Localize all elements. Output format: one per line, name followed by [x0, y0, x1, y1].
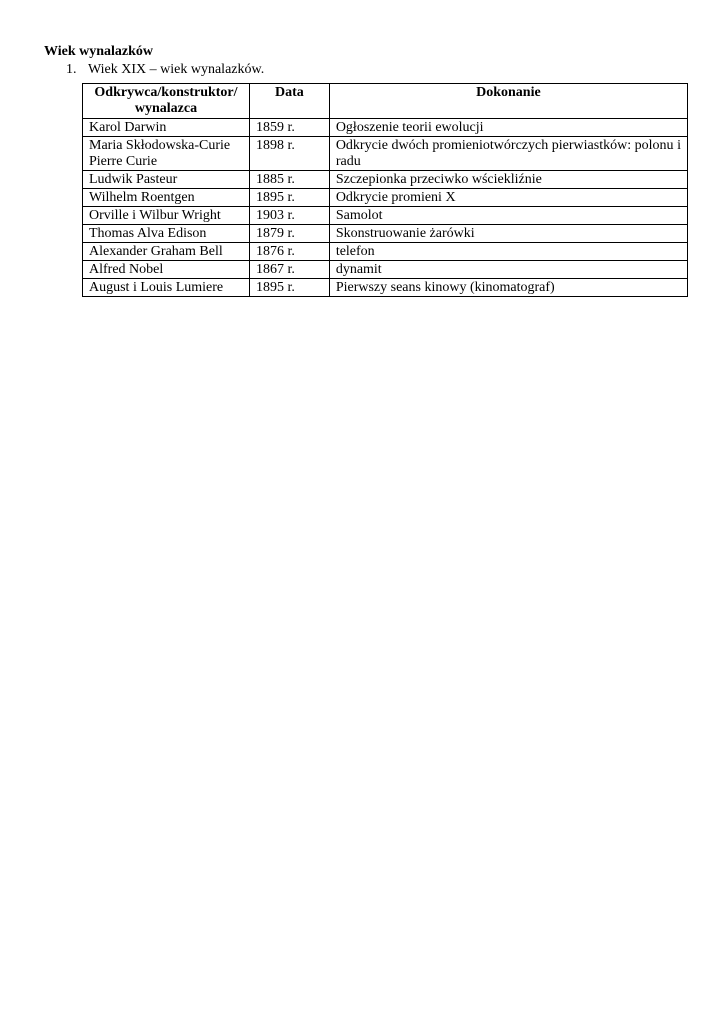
- cell-date: 1876 r.: [249, 243, 329, 261]
- cell-achievement: Pierwszy seans kinowy (kinomatograf): [329, 279, 687, 297]
- cell-inventor: Thomas Alva Edison: [83, 225, 250, 243]
- table-row: [83, 171, 688, 189]
- numbered-list-item: [66, 62, 264, 78]
- inventions-table: [82, 83, 688, 297]
- cell-date: 1898 r.: [249, 137, 329, 171]
- table-header-row: [83, 84, 688, 119]
- cell-date: 1859 r.: [249, 119, 329, 137]
- cell-inventor: Orville i Wilbur Wright: [83, 207, 250, 225]
- list-number: 1.: [66, 62, 77, 77]
- cell-inventor: Karol Darwin: [83, 119, 250, 137]
- table-row: [83, 119, 688, 137]
- cell-achievement: Ogłoszenie teorii ewolucji: [329, 119, 687, 137]
- table-row: [83, 189, 688, 207]
- cell-date: 1895 r.: [249, 279, 329, 297]
- cell-inventor: Wilhelm Roentgen: [83, 189, 250, 207]
- cell-inventor: Ludwik Pasteur: [83, 171, 250, 189]
- cell-date: 1879 r.: [249, 225, 329, 243]
- cell-achievement: Skonstruowanie żarówki: [329, 225, 687, 243]
- cell-date: 1867 r.: [249, 261, 329, 279]
- table-row: [83, 279, 688, 297]
- cell-inventor: August i Louis Lumiere: [83, 279, 250, 297]
- cell-inventor: Alexander Graham Bell: [83, 243, 250, 261]
- cell-date: 1895 r.: [249, 189, 329, 207]
- table-row: [83, 137, 688, 171]
- cell-achievement: Odkrycie promieni X: [329, 189, 687, 207]
- cell-inventor: Alfred Nobel: [83, 261, 250, 279]
- cell-inventor: Maria Skłodowska-Curie Pierre Curie: [83, 137, 250, 171]
- document-title: Wiek wynalazków: [44, 44, 154, 59]
- column-header-date: Data: [249, 84, 329, 119]
- cell-achievement: telefon: [329, 243, 687, 261]
- cell-achievement: dynamit: [329, 261, 687, 279]
- cell-achievement: Szczepionka przeciwko wściekliźnie: [329, 171, 687, 189]
- table-row: [83, 261, 688, 279]
- cell-date: 1885 r.: [249, 171, 329, 189]
- cell-achievement: Samolot: [329, 207, 687, 225]
- table-row: [83, 243, 688, 261]
- cell-date: 1903 r.: [249, 207, 329, 225]
- table-row: [83, 225, 688, 243]
- column-header-achievement: Dokonanie: [329, 84, 687, 119]
- column-header-inventor: Odkrywca/konstruktor/ wynalazca: [83, 84, 250, 119]
- cell-achievement: Odkrycie dwóch promieniotwórczych pierwiastków: polonu i radu: [329, 137, 687, 171]
- list-item-text: Wiek XIX – wiek wynalazków.: [88, 62, 265, 77]
- table-row: [83, 207, 688, 225]
